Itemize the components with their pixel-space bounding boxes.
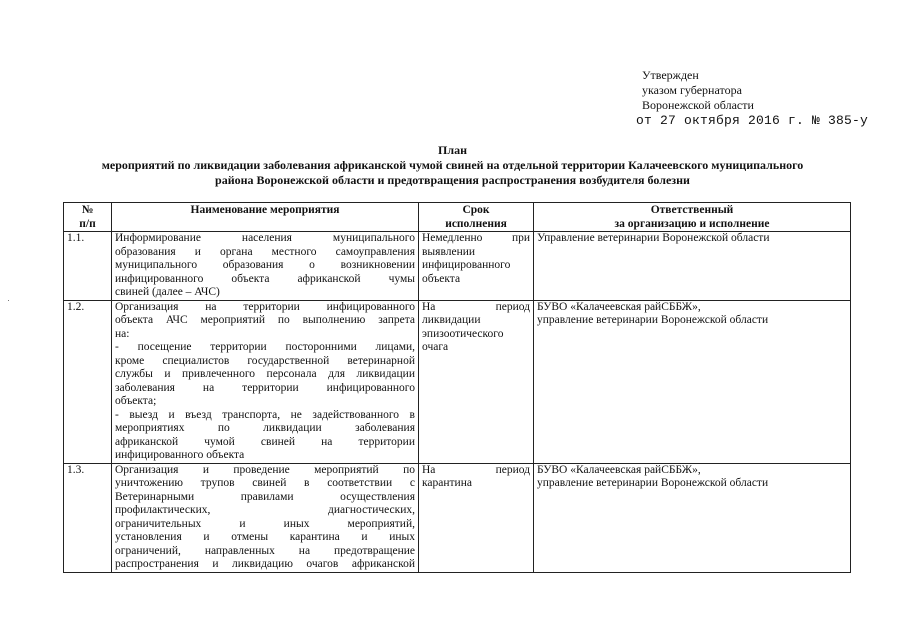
row-number: 1.3. <box>64 463 112 572</box>
measure-responsible: БУВО «Калачеевская райСББЖ», управление ветеринарии Воронежской области <box>534 300 851 463</box>
measure-description: Организация на территории инфицированного объекта АЧС мероприятий по выполнению запрета на: - посещение территории посторонними лицами, кроме специалистов государственной ветеринарной службы и привлеченного персонала для ликвидации заболевания на территории инфицированного объекта; - выезд и въезд транспорта, не задействованного в мероприятиях по ликвидации заболевания африканской чумой свиней на территории инфицированного объекта <box>112 300 419 463</box>
measure-description: Информирование населения муниципального образования и органа местного самоуправления муниципального образования о возникновении инфицированного объекта африканской чумы свиней (далее – АЧС) <box>112 232 419 301</box>
measure-description: Организация и проведение мероприятий по уничтожению трупов свиней в соответствии с Ветеринарными правилами осуществления профилактических, диагностических, ограничительных и иных мероприятий, установления и отмены карантина и иных ограничений, направленных на предотвращение распространения и ликвидацию очагов африканской <box>112 463 419 572</box>
measures-table <box>63 202 851 573</box>
approval-decree-date-number: от 27 октября 2016 г. № 385-у <box>636 113 869 128</box>
header-measure-name: Наименование мероприятия <box>112 203 419 232</box>
scan-artifact <box>8 300 9 301</box>
title-line-continued: района Воронежской области и предотвращения распространения возбудителя болезни <box>215 173 690 187</box>
table-row <box>64 232 851 301</box>
table-row <box>64 300 851 463</box>
row-number: 1.2. <box>64 300 112 463</box>
document-title <box>60 143 845 188</box>
table-row <box>64 463 851 572</box>
measure-responsible: БУВО «Калачеевская райСББЖ», управление ветеринарии Воронежской области <box>534 463 851 572</box>
title-plan: План <box>438 143 467 157</box>
approval-line-decree: указом губернатора <box>642 83 742 97</box>
measure-deadline: Немедленно при выявлении инфицированного объекта <box>419 232 534 301</box>
measure-responsible: Управление ветеринарии Воронежской области <box>534 232 851 301</box>
approval-line-approved: Утвержден <box>642 68 699 82</box>
title-line-main: мероприятий по ликвидации заболевания африканской чумой свиней на отдельной территории Калачеевского муниципального <box>101 158 804 172</box>
header-deadline: Срок исполнения <box>419 203 534 232</box>
approval-stamp <box>636 68 869 128</box>
measure-deadline: На период карантина <box>419 463 534 572</box>
header-number: № п/п <box>64 203 112 232</box>
table-header-row <box>64 203 851 232</box>
approval-line-region: Воронежской области <box>642 98 754 112</box>
row-number: 1.1. <box>64 232 112 301</box>
measure-deadline: На период ликвидации эпизоотического очага <box>419 300 534 463</box>
header-responsible: Ответственный за организацию и исполнение <box>534 203 851 232</box>
